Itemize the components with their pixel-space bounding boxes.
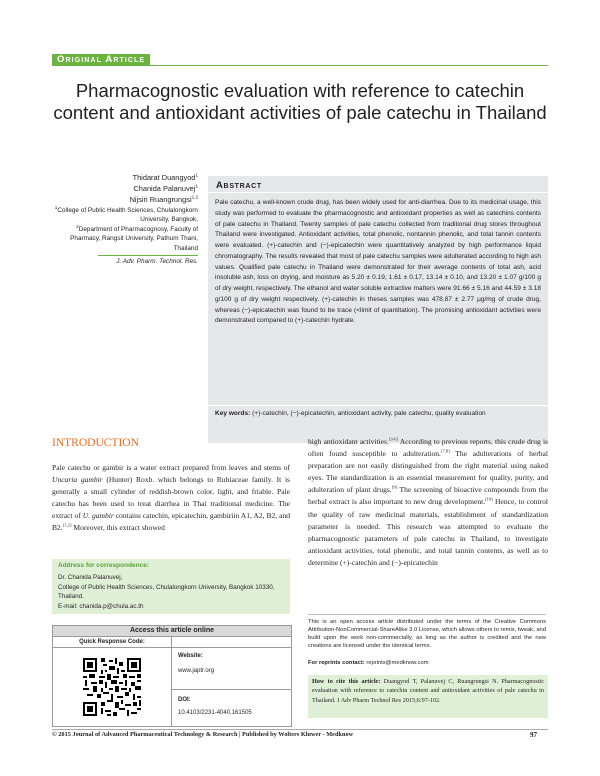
author-1: Thidarat Duangyod$^1$ xyxy=(132,172,198,182)
keywords xyxy=(215,409,541,420)
abstract-divider xyxy=(208,192,548,193)
qr-label: Quick Response Code: xyxy=(53,637,172,647)
intro-column-1: Pale catechu or gambir is a water extract prepared from leaves and stems of Uncaria gambir (Hunter) Roxb. which belongs to Rubiaceae family. It is generally a small cylinder of reddish-brown color, light, and friable. Pale catechu has been used to treat diarrhea in Thai traditional medicine. The extract of U. gambir contains catechin, epicatechin, gambiriin A1, A2, B2, and B2.[1,2] Moreover, this extract showed xyxy=(52,463,290,533)
keywords-label: Key words: xyxy=(215,410,251,417)
how-to-cite xyxy=(312,677,544,705)
abstract-heading: Abstract xyxy=(216,180,262,191)
correspondence-heading: Address for correspondence: xyxy=(58,562,150,569)
qr-code-icon xyxy=(83,658,141,716)
footer-rule xyxy=(52,729,548,730)
website-link[interactable]: www.japtr.org xyxy=(178,668,215,674)
correspondence-name: Dr. Chanida Palanuvej, xyxy=(58,574,123,581)
affiliation-2: $^2$Department of Pharmacognosy, Faculty of Pharmacy, Rangsit University, Pathum Thani, Thailand xyxy=(70,223,198,252)
article-title: Pharmacognostic evaluation with reference to catechin content and antioxidant activities of pale catechu in Thailand xyxy=(53,80,547,123)
reprints-line: For reprints contact: reprints@medknow.com xyxy=(308,660,429,666)
website-label: Website: xyxy=(178,653,203,659)
section-label: Original Article xyxy=(52,54,150,66)
keywords-list: (+)-catechin, (−)-epicatechin, antioxidant activity, pale catechu, quality evaluation xyxy=(252,410,486,417)
affiliation-1: $^1$College of Public Health Sciences, Chulalongkorn University, Bangkok, xyxy=(54,204,198,224)
author-list xyxy=(52,172,198,205)
doi-label: DOI: xyxy=(178,697,191,703)
qr-code[interactable] xyxy=(53,648,172,726)
footer-text: © 2015 Journal of Advanced Pharmaceutical Technology & Research | Published by Wolters Kluwer - Medknow xyxy=(52,731,354,738)
cite-text: Duangyod T, Palanuvej C, Ruangrungsi N. Pharmacognostic evaluation with reference to catechin content and antioxidant activities of pale catechu in Thailand. J Adv Pharm Technol Res 2015;6:97-102. xyxy=(312,678,545,704)
access-heading: Access this article online xyxy=(53,626,291,636)
intro-column-2: high antioxidant activities.[3-6] According to previous reports, this crude drug is often found susceptible to adulteration.[7,8] The adulterations of herbal preparation are not easily distinguished from the right material using naked eyes. The standardization is an essential measurement for quality, purity, and adulteration of plant drugs.[9] The screening of bioactive compounds from the herbal extract is also important to new drug development.[10] Hence, to control the quality of raw medicinal materials, establishment of standardization parameter is needed. This research was attempted to evaluate the pharmacognostic parameters of pale catechu in Thailand, to investigate antioxidant activities, total phenolic, and total tannin contents, as well as to determine (+)-catechin and (−)-epicatechin xyxy=(308,436,548,567)
correspondence-email[interactable]: E-mail: chanida.p@chula.ac.th xyxy=(58,602,144,610)
affiliations xyxy=(52,206,198,253)
correspondence-address: College of Public Health Sciences, Chulalongkorn University, Bangkok 10330, Thailand. xyxy=(58,583,275,600)
author-2: Chanida Palanuvej$^1$ xyxy=(133,183,198,193)
license-rule xyxy=(308,614,546,615)
affiliation-rule xyxy=(98,255,198,256)
correspondence-body xyxy=(58,573,286,611)
doi-value[interactable]: 10.4103/2231-4040.161505 xyxy=(178,710,252,716)
page-number: 97 xyxy=(530,731,537,739)
cite-label: How to cite this article: xyxy=(312,678,381,685)
header-rule xyxy=(150,65,548,66)
introduction-heading: INTRODUCTION xyxy=(52,437,139,449)
access-divider xyxy=(172,689,291,690)
license-text: This is an open access article distributed under the terms of the Creative Commons Attribution-NonCommercial-ShareAlike 3.0 License, which allows others to remix, tweak, and build upon the work non-commercially, as long as the author is credited and the new creations are licensed under the identical terms. xyxy=(308,619,546,650)
keywords-divider xyxy=(208,405,548,406)
abstract-body: Pale catechu, a well-known crude drug, has been widely used for anti-diarrhea. Due to its medicinal usage, this study was performed to evaluate the pharmacognostic and antioxidant properties as well as catechins contents of pale catechu in Thailand. Twenty samples of pale catechu collected from traditional drug stores throughout Thailand were investigated. Antioxidant activities, total phenolic, nontannin phenolic, and total tannin contents were evaluated. (+)-catechin and (−)-epicatechin were quantitatively analyzed by high performance liquid chromatography. The results revealed that most of pale catechu samples were adulterated according to high ash values. Qualified pale catechu in Thailand were demonstrated for their average contents of total ash, acid insoluble ash, loss on drying, and moisture as 5.20 ± 0.19, 1.61 ± 0.17, 13.14 ± 0.10, and 13.20 ± 1.07 g/100 g of dry weight, respectively. The ethanol and water soluble extractive matters were 91.66 ± 5.16 and 44.59 ± 3.18 g/100 g of dry weight respectively. (+)-catechin in theses samples was 478.87 ± 2.77 μg/mg of crude drug, whereas (−)-epicatechin was found to be trace (<limit of quantitation). The promising antioxidant activities were demonstrated compared to (+)-catechin hydrate. xyxy=(215,199,541,325)
access-online-table xyxy=(52,625,292,727)
reprints-email[interactable]: reprints@medknow.com xyxy=(366,660,429,666)
journal-abbrev: J. Adv. Pharm. Technol. Res. xyxy=(116,258,198,265)
author-3: Nijsiri Ruangrungsi$^{1,2}$ xyxy=(129,194,198,204)
